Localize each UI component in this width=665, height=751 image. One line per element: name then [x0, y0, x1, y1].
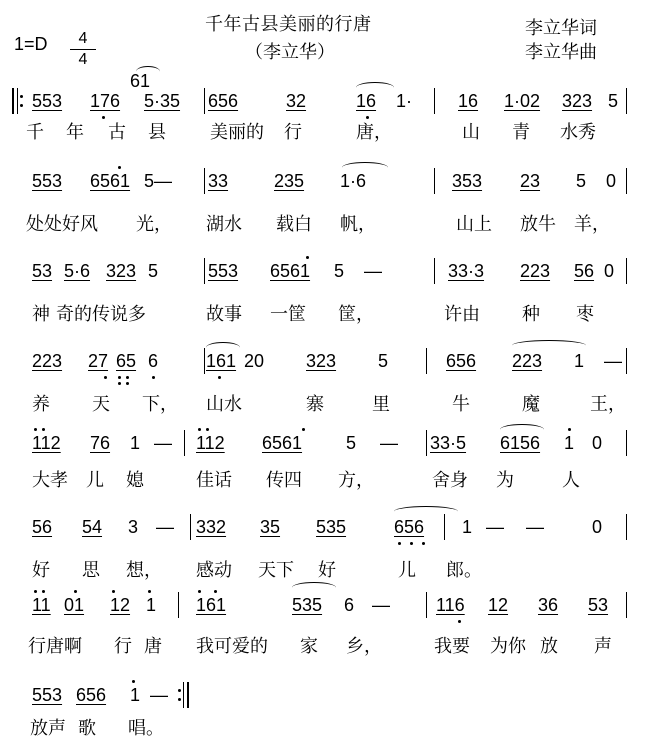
lyric: 行 [284, 122, 302, 142]
lyric: 载白 [276, 214, 312, 234]
barline [178, 592, 179, 618]
system-3 [0, 252, 665, 322]
notes-11: 11 [32, 595, 51, 615]
notes-176: 176 [90, 91, 121, 111]
lyric: 许由 [444, 304, 480, 324]
lyric: 我可爱的 [196, 636, 268, 656]
lyric: 筐， [338, 304, 374, 324]
notes-1: 1 [564, 433, 575, 453]
octave-dot-high [206, 428, 209, 431]
lyric: 神 [32, 304, 50, 324]
barline [626, 258, 627, 284]
lyric: 行唐啊 [28, 636, 82, 656]
notes-53: 53 [32, 261, 53, 281]
lyric: 为你 [490, 636, 526, 656]
notes-6561: 6561 [90, 171, 131, 191]
notes-6: 6 [344, 595, 355, 615]
credits [525, 16, 597, 64]
octave-dot-low [126, 376, 129, 379]
octave-dot-high [42, 590, 45, 593]
notes-33-3: 33·3 [448, 261, 485, 281]
notes-5-35: 5·35 [144, 91, 181, 111]
notes-12: 12 [488, 595, 509, 615]
notes-5: 5 [334, 261, 345, 281]
lyric: 思 [82, 560, 100, 580]
octave-dot-high [42, 428, 45, 431]
lyric: 媳 [126, 470, 144, 490]
notes-323: 323 [306, 351, 337, 371]
octave-dot-low [102, 116, 105, 119]
lyric: 唐 [144, 636, 162, 656]
lyric: 为 [496, 470, 514, 490]
octave-dot-high [568, 428, 571, 431]
notes-dash: — [156, 517, 174, 537]
octave-dot-low [126, 382, 129, 385]
notes-553: 553 [32, 91, 63, 111]
slur [512, 340, 586, 351]
lyric: 枣 [576, 304, 594, 324]
barline [626, 592, 627, 618]
notes-36: 36 [538, 595, 559, 615]
system-8 [0, 680, 665, 750]
lyric: 好 [318, 560, 336, 580]
lyric: 里 [372, 394, 390, 414]
octave-dot-high [198, 590, 201, 593]
octave-dot-high [34, 428, 37, 431]
lyric: 魔 [522, 394, 540, 414]
lyric: 郎。 [446, 560, 482, 580]
lyric: 乡， [346, 636, 382, 656]
octave-dot-low [398, 542, 401, 545]
barline [626, 88, 627, 114]
lyric: 牛 [452, 394, 470, 414]
notes-76: 76 [90, 433, 111, 453]
octave-dot-low [152, 376, 155, 379]
notes-535: 535 [292, 595, 323, 615]
time-signature-top: 4 [78, 30, 88, 47]
lyric: 故事 [206, 304, 242, 324]
octave-dot-high [118, 166, 121, 169]
lyric: 我要 [434, 636, 470, 656]
octave-dot-high [74, 590, 77, 593]
notes-33-5: 33·5 [430, 433, 467, 453]
octave-dot-high [34, 590, 37, 593]
lyric: 佳话 [196, 470, 232, 490]
notes-32: 32 [286, 91, 307, 111]
barline [426, 592, 427, 618]
notes-0: 0 [592, 433, 603, 453]
lyric: 奇的传说多 [56, 304, 146, 324]
notes-1-dot: 1· [396, 91, 413, 111]
notes-656: 656 [76, 685, 107, 705]
barline [434, 88, 435, 114]
notes-5-6: 5·6 [64, 261, 91, 281]
barline [426, 348, 427, 374]
barline [426, 430, 427, 456]
notes-dash: — [364, 261, 382, 281]
notes-20: 20 [244, 351, 265, 371]
barline [626, 514, 627, 540]
notes-553: 553 [32, 171, 63, 191]
octave-dot-low [410, 542, 413, 545]
notes-353: 353 [452, 171, 483, 191]
lyric: 行 [114, 636, 132, 656]
octave-dot-low [366, 116, 369, 119]
lyric: 唱。 [128, 718, 164, 738]
notes-dash: — [380, 433, 398, 453]
slur [394, 506, 458, 517]
notes-56: 56 [574, 261, 595, 281]
system-2 [0, 162, 665, 232]
lyric: 湖水 [206, 214, 242, 234]
lyric: 一筐 [270, 304, 306, 324]
barline [204, 168, 205, 194]
lyric: 传四 [266, 470, 302, 490]
notes-1-02: 1·02 [504, 91, 541, 111]
notes-33: 33 [208, 171, 229, 191]
lyric: 感动 [196, 560, 232, 580]
notes-16: 16 [356, 91, 377, 111]
notes-332: 332 [196, 517, 227, 537]
lyric: 歌 [78, 718, 96, 738]
system-1 [0, 71, 665, 148]
octave-dot-high [148, 590, 151, 593]
lyric: 古 [108, 122, 126, 142]
system-6 [0, 508, 665, 586]
octave-dot-high [132, 680, 135, 683]
notes-553: 553 [32, 685, 63, 705]
notes-656: 656 [208, 91, 239, 111]
notes-61: 61 [130, 71, 151, 91]
octave-dot-high [302, 428, 305, 431]
notes-6561: 6561 [270, 261, 311, 281]
lyric: 放牛 [520, 214, 556, 234]
notes-dash: — [604, 351, 622, 371]
lyric: 山水 [206, 394, 242, 414]
notes-dash: — [526, 517, 544, 537]
barline [184, 430, 185, 456]
notes-112: 112 [32, 433, 61, 453]
system-7 [0, 590, 665, 668]
notes-65: 65 [116, 351, 137, 371]
barline [626, 168, 627, 194]
lyric: 养 [32, 394, 50, 414]
lyric: 种 [522, 304, 540, 324]
barline [444, 514, 445, 540]
barline [626, 430, 627, 456]
notes-116: 116 [436, 595, 465, 615]
system-4 [0, 338, 665, 412]
lyric: 羊， [574, 214, 610, 234]
notes-5: 5 [148, 261, 159, 281]
lyric: 美丽的 [210, 122, 264, 142]
time-signature-bottom: 4 [78, 51, 88, 68]
lyric: 青 [512, 122, 530, 142]
lyric: 儿 [398, 560, 416, 580]
barline [434, 258, 435, 284]
time-signature [70, 30, 96, 69]
lyric: 人 [562, 470, 580, 490]
lyric: 光， [136, 214, 172, 234]
lyric: 唐， [356, 122, 392, 142]
notes-23: 23 [520, 171, 541, 191]
notes-323: 323 [106, 261, 137, 281]
notes-56: 56 [32, 517, 53, 537]
composer-credit: 李立华曲 [525, 42, 597, 62]
repeat-dot [20, 104, 23, 107]
lyric: 处处好风 [26, 214, 98, 234]
notes-35: 35 [260, 517, 281, 537]
octave-dot-low [118, 382, 121, 385]
notes-223: 223 [520, 261, 551, 281]
octave-dot-high [214, 590, 217, 593]
barline [626, 348, 627, 374]
notes-223: 223 [32, 351, 63, 371]
song-title: 千年古县美丽的行唐 [205, 14, 372, 34]
lyric: 家 [300, 636, 318, 656]
lyric: 儿 [86, 470, 104, 490]
notes-dash: — [150, 685, 168, 705]
octave-dot-high [306, 256, 309, 259]
octave-dot-low [458, 620, 461, 623]
lyric: 县 [148, 122, 166, 142]
octave-dot-low [118, 376, 121, 379]
notes-223: 223 [512, 351, 543, 371]
notes-1: 1 [574, 351, 585, 371]
octave-dot-high [112, 590, 115, 593]
notes-1: 1 [130, 685, 141, 705]
lyric: 年 [66, 122, 84, 142]
repeat-thick-line [12, 88, 14, 114]
notes-5: 5 [608, 91, 619, 111]
notes-5: 5 [378, 351, 389, 371]
notes-656: 656 [394, 517, 425, 537]
notes-656: 656 [446, 351, 477, 371]
octave-dot-high [198, 428, 201, 431]
lyricist-credit: 李立华词 [525, 18, 597, 38]
lyric: 声 [594, 636, 612, 656]
notes-5-dash: 5— [144, 171, 173, 191]
repeat-dot [178, 689, 181, 692]
lyric: 下， [142, 394, 178, 414]
notes-6561: 6561 [262, 433, 303, 453]
lyric: 舍身 [432, 470, 468, 490]
notes-1: 1 [146, 595, 157, 615]
lyric: 山上 [456, 214, 492, 234]
notes-161: 161 [206, 351, 237, 371]
repeat-thin-line [17, 88, 18, 114]
notes-235: 235 [274, 171, 305, 191]
lyric: 水秀 [560, 122, 596, 142]
barline [204, 258, 205, 284]
lyric: 方， [338, 470, 374, 490]
barline [434, 168, 435, 194]
lyric: 大孝 [32, 470, 68, 490]
time-signature-line [70, 49, 96, 50]
notes-54: 54 [82, 517, 103, 537]
notes-5: 5 [576, 171, 587, 191]
notes-dash: — [372, 595, 390, 615]
notes-1: 1 [462, 517, 473, 537]
repeat-thick-line [187, 682, 189, 708]
lyric: 千 [26, 122, 44, 142]
notes-112: 112 [196, 433, 225, 453]
notes-323: 323 [562, 91, 593, 111]
notes-3: 3 [128, 517, 139, 537]
lyric: 山 [462, 122, 480, 142]
lyric: 寨 [306, 394, 324, 414]
octave-dot-low [104, 376, 107, 379]
notes-161: 161 [196, 595, 227, 615]
notes-0: 0 [606, 171, 617, 191]
octave-dot-low [422, 542, 425, 545]
lyric: 好 [32, 560, 50, 580]
repeat-end [176, 682, 190, 708]
repeat-dot [178, 698, 181, 701]
notes-1-6: 1·6 [340, 171, 367, 191]
lyric: 王， [590, 394, 626, 414]
notes-27: 27 [88, 351, 109, 371]
system-5 [0, 424, 665, 496]
notes-6156: 6156 [500, 433, 541, 453]
notes-16: 16 [458, 91, 479, 111]
notes-dash: — [154, 433, 172, 453]
notes-553: 553 [208, 261, 239, 281]
notes-0: 0 [592, 517, 603, 537]
lyric: 放声 [30, 718, 66, 738]
repeat-dot [20, 95, 23, 98]
notes-53: 53 [588, 595, 609, 615]
lyric: 放 [540, 636, 558, 656]
barline [190, 514, 191, 540]
slur [292, 582, 336, 593]
lyric: 天下 [258, 560, 294, 580]
repeat-thin-line [183, 682, 184, 708]
key-signature: 1=D [14, 34, 48, 54]
notes-dash: — [486, 517, 504, 537]
notes-5: 5 [346, 433, 357, 453]
notes-1: 1 [130, 433, 141, 453]
repeat-start [12, 88, 24, 114]
notes-535: 535 [316, 517, 347, 537]
notes-12: 12 [110, 595, 131, 615]
octave-dot-low [218, 376, 221, 379]
barline [204, 348, 205, 374]
lyric: 天 [92, 394, 110, 414]
notes-01: 01 [64, 595, 85, 615]
notes-0: 0 [604, 261, 615, 281]
lyric: 想， [126, 560, 162, 580]
barline [204, 88, 205, 114]
notes-6: 6 [148, 351, 159, 371]
lyric: 帆， [340, 214, 376, 234]
song-subtitle: （李立华） [245, 42, 335, 62]
